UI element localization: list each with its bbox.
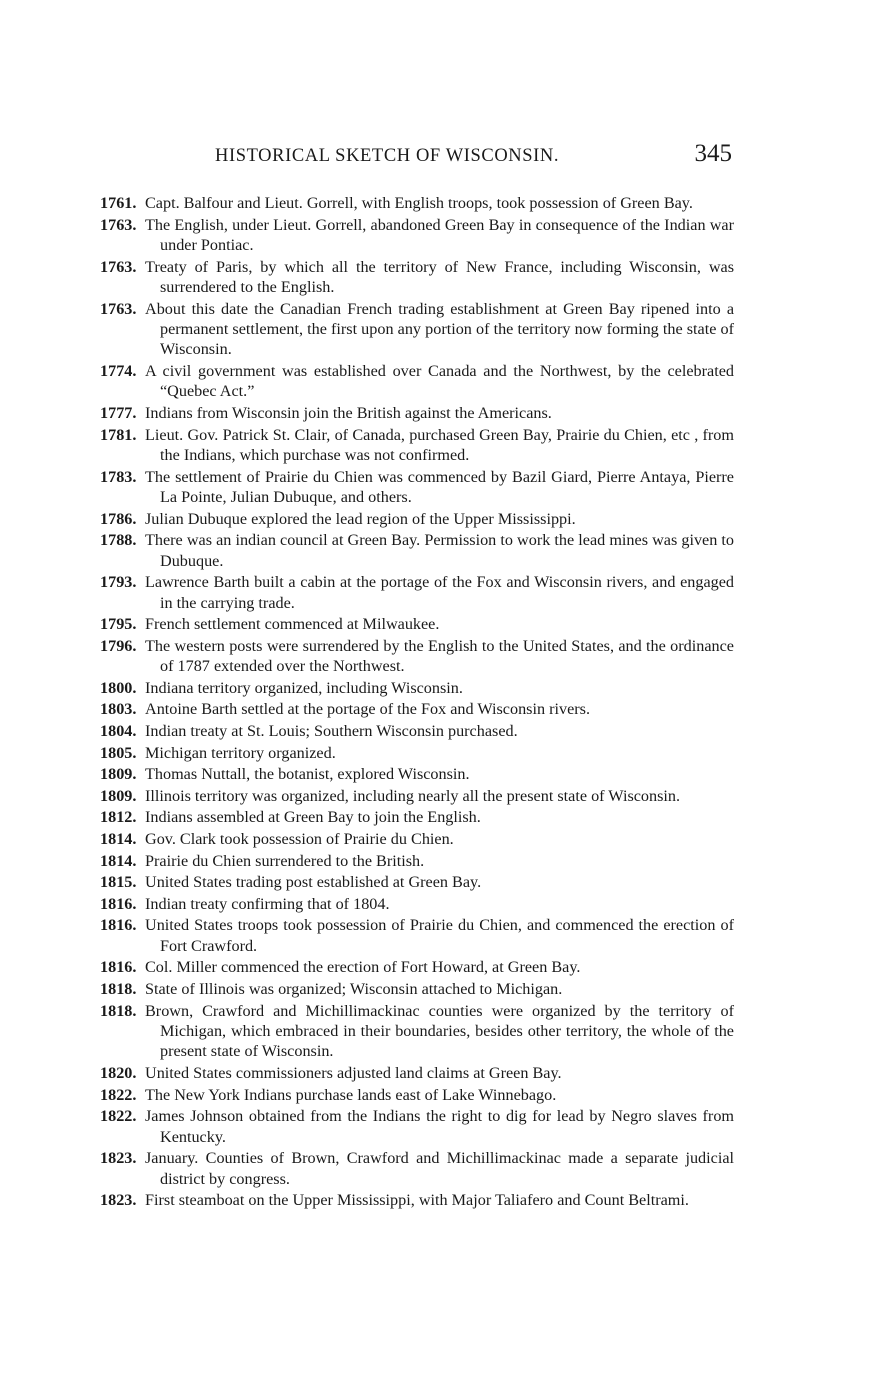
chronology-entry	[100, 509, 734, 529]
entry-year: 1804.	[100, 721, 137, 740]
entry-year: 1805.	[100, 743, 137, 762]
entry-text: Indian treaty confirming that of 1804.	[145, 894, 390, 913]
entry-text: Col. Miller commenced the erection of Fort Howard, at Green Bay.	[145, 958, 581, 977]
entry-year: 1818.	[100, 1001, 137, 1020]
entry-text: Illinois territory was organized, including nearly all the present state of Wisconsin.	[145, 786, 681, 805]
entry-year: 1818.	[100, 979, 137, 998]
entry-text: United States commissioners adjusted land claims at Green Bay.	[145, 1063, 562, 1082]
chronology-entry	[100, 1085, 734, 1105]
entry-text: Antoine Barth settled at the portage of the Fox and Wisconsin rivers.	[145, 700, 591, 719]
entry-year: 1816.	[100, 916, 137, 935]
entry-year: 1823.	[100, 1191, 137, 1210]
entry-year: 1793.	[100, 573, 137, 592]
chronology-entry	[100, 1190, 734, 1210]
chronology-entry	[100, 957, 734, 977]
chronology-entry	[100, 636, 734, 677]
entry-text: Michigan territory organized.	[145, 743, 336, 762]
entry-year: 1809.	[100, 765, 137, 784]
entry-text: About this date the Canadian French trading establishment at Green Bay ripened into a permanent settlement, the first upon any portion of the territory now forming the state of Wisconsin.	[145, 299, 734, 359]
entry-text: A civil government was established over Canada and the Northwest, by the celebrated “Quebec Act.”	[145, 362, 734, 401]
entry-year: 1803.	[100, 700, 137, 719]
chronology-entry	[100, 678, 734, 698]
chronology-entry	[100, 1001, 734, 1062]
chronology-entry	[100, 467, 734, 508]
entry-text: The English, under Lieut. Gorrell, abandoned Green Bay in consequence of the Indian war under Pontiac.	[145, 215, 734, 254]
entry-year: 1781.	[100, 425, 137, 444]
entry-year: 1816.	[100, 894, 137, 913]
entry-year: 1823.	[100, 1149, 137, 1168]
entry-text: Indian treaty at St. Louis; Southern Wisconsin purchased.	[145, 721, 518, 740]
entry-text: The New York Indians purchase lands east of Lake Winnebago.	[145, 1085, 557, 1104]
entry-year: 1822.	[100, 1085, 137, 1104]
page-number: 345	[694, 140, 732, 167]
chronology-entry	[100, 743, 734, 763]
entry-year: 1774.	[100, 362, 137, 380]
entry-text: The western posts were surrendered by the English to the United States, and the ordinance of 1787 extended over the Northwest.	[145, 636, 734, 676]
entry-text: Prairie du Chien surrendered to the British.	[145, 851, 425, 870]
entry-year: 1812.	[100, 808, 137, 827]
entry-text: Indiana territory organized, including Wisconsin.	[145, 678, 463, 697]
entry-year: 1763.	[100, 299, 137, 318]
chronology-entry	[100, 829, 734, 849]
chronology-entry	[100, 979, 734, 999]
entry-text: Lawrence Barth built a cabin at the portage of the Fox and Wisconsin rivers, and engaged in the carrying trade.	[145, 573, 734, 612]
entry-year: 1777.	[100, 404, 137, 422]
chronology-entry	[100, 361, 734, 402]
chronology-entry	[100, 699, 734, 719]
entry-text: First steamboat on the Upper Mississippi, with Major Taliafero and Count Beltrami.	[145, 1191, 689, 1210]
entry-text: Julian Dubuque explored the lead region of the Upper Mississippi.	[145, 509, 576, 528]
entry-year: 1800.	[100, 678, 137, 697]
page-header	[100, 140, 734, 174]
entry-year: 1822.	[100, 1107, 137, 1126]
chronology-entry	[100, 1063, 734, 1083]
chronology-entry	[100, 425, 734, 466]
entry-text: Brown, Crawford and Michillimackinac counties were organized by the territory of Michigan, which embraced in their boundaries, besides other territory, the whole of the present state of Wisconsin.	[145, 1001, 734, 1061]
chronology-entry	[100, 915, 734, 956]
chronology-entry	[100, 572, 734, 613]
running-title: HISTORICAL SKETCH OF WISCONSIN.	[215, 146, 560, 166]
entry-year: 1796.	[100, 636, 137, 655]
chronology-entry	[100, 215, 734, 256]
entry-year: 1788.	[100, 531, 137, 550]
entry-year: 1816.	[100, 958, 137, 977]
entry-year: 1809.	[100, 786, 137, 805]
entry-text: United States trading post established at Green Bay.	[145, 873, 482, 892]
chronology-entry	[100, 764, 734, 784]
chronology-entry	[100, 299, 734, 360]
chronology-entry	[100, 872, 734, 892]
entry-text: Capt. Balfour and Lieut. Gorrell, with English troops, took possession of Green Bay.	[145, 194, 693, 212]
chronology-entry	[100, 193, 734, 213]
chronology-entry	[100, 807, 734, 827]
entry-text: Indians from Wisconsin join the British against the Americans.	[145, 404, 552, 422]
entry-text: Indians assembled at Green Bay to join the English.	[145, 808, 481, 827]
entry-text: The settlement of Prairie du Chien was commenced by Bazil Giard, Pierre Antaya, Pierre La Pointe, Julian Dubuque, and others.	[145, 467, 734, 506]
entry-text: United States troops took possession of Prairie du Chien, and commenced the erection of Fort Crawford.	[145, 916, 734, 955]
entry-year: 1786.	[100, 509, 137, 528]
chronology-entry	[100, 721, 734, 741]
chronology-entry	[100, 851, 734, 871]
entry-year: 1761.	[100, 194, 137, 212]
chronology-list	[100, 193, 734, 1212]
entry-year: 1763.	[100, 215, 137, 234]
chronology-entry	[100, 530, 734, 571]
entry-year: 1763.	[100, 257, 137, 276]
chronology-entry	[100, 786, 734, 806]
entry-text: James Johnson obtained from the Indians the right to dig for lead by Negro slaves from Kentucky.	[145, 1107, 734, 1146]
chronology-entry	[100, 894, 734, 914]
entry-year: 1783.	[100, 467, 137, 486]
entry-year: 1815.	[100, 873, 137, 892]
entry-text: There was an indian council at Green Bay. Permission to work the lead mines was given to Dubuque.	[145, 531, 734, 570]
chronology-entry	[100, 257, 734, 298]
chronology-entry	[100, 1106, 734, 1147]
entry-text: French settlement commenced at Milwaukee.	[145, 615, 440, 634]
entry-year: 1814.	[100, 829, 137, 848]
entry-text: State of Illinois was organized; Wisconsin attached to Michigan.	[145, 979, 563, 998]
entry-text: Lieut. Gov. Patrick St. Clair, of Canada, purchased Green Bay, Prairie du Chien, etc , from the Indians, which purchase was not confirmed.	[145, 425, 734, 464]
entry-year: 1820.	[100, 1063, 137, 1082]
entry-text: January. Counties of Brown, Crawford and Michillimackinac made a separate judicial district by congress.	[145, 1149, 734, 1188]
chronology-entry	[100, 1148, 734, 1189]
entry-text: Thomas Nuttall, the botanist, explored Wisconsin.	[145, 765, 470, 784]
chronology-entry	[100, 403, 734, 423]
entry-year: 1814.	[100, 851, 137, 870]
entry-text: Treaty of Paris, by which all the territory of New France, including Wisconsin, was surrendered to the English.	[145, 257, 734, 296]
entry-year: 1795.	[100, 615, 137, 634]
entry-text: Gov. Clark took possession of Prairie du Chien.	[145, 829, 454, 848]
chronology-entry	[100, 614, 734, 634]
